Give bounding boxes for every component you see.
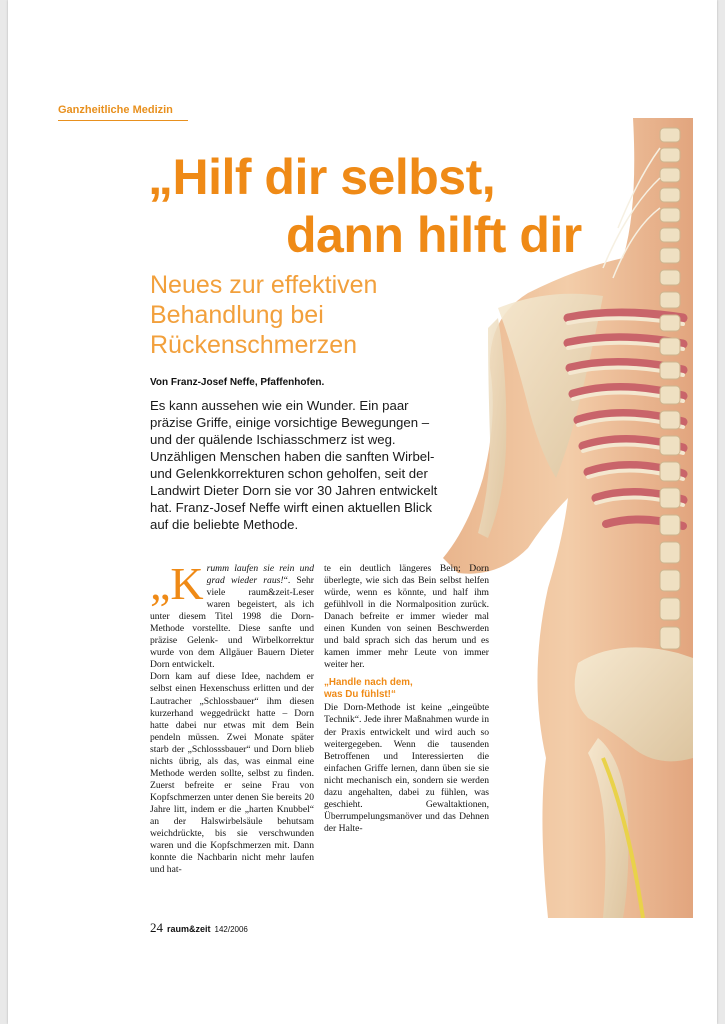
- lead-paragraph: Es kann aussehen wie ein Wunder. Ein paar präzise Griffe, einige vorsichtige Bewegungen – und der quälende Ischiasschmerz ist weg. Unzähligen Menschen haben die sanften Wirbel- und Gelenkkorrekturen schon geholfen, seit der Landwirt Dieter Dorn sie vor 30 Jahren entwickelt hat. Franz-Josef Neffe wirft einen aktuellen Blick auf die beliebte Methode.: [150, 398, 438, 532]
- intro-quote: rumm laufen sie rein und grad wieder raus!: [206, 563, 314, 587]
- magazine-brand: raum&zeit: [167, 924, 211, 934]
- text-column-1: [150, 558, 315, 876]
- headline-line-2: dann hilft dir: [286, 207, 582, 263]
- section-kicker: Ganzheitliche Medizin: [58, 104, 188, 121]
- column-2-paragraph-2: Die Dorn-Methode ist keine „eingeübte Technik“. Jede ihrer Maßnahmen wurde in der Praxis entwickelt und wird auch so weitergegeben. Wenn die tausenden Betroffenen und Interessierten die einfachen Griffe lernen, dann üben sie sie nicht mechanisch ein, sondern sie werden dazu angehalten, dabei zu fühlen, was geschieht. Gewaltaktionen, Überrumpelungsmanöver und das Dehnen der Halte-: [324, 702, 489, 834]
- subtitle-line-1: Neues zur effektiven: [150, 271, 378, 299]
- text-column-2: [324, 563, 489, 835]
- column-2-paragraph-1: te ein deutlich längeres Bein; Dorn überlegte, wie sich das Bein selbst helfen würde, wenn es könnte, und half ihm gefühlvoll in die Normalposition zurück. Danach befreite er immer wieder mal einen Kunden von seinen Beschwerden und bald sprach sich das herum und es kamen immer mehr Leute von immer weiter her.: [324, 563, 489, 671]
- dropcap: „K: [150, 558, 204, 609]
- column-1-paragraph-1: [150, 558, 315, 671]
- column-1-paragraph-2: Dorn kam auf diese Idee, nachdem er selbst einen Hexenschuss erlitten und der Lautracher „Schlossbauer“ ihm diesen kurzerhand weggedrückt hatte – Dorn hatte dabei nur etwas mit dem Bein pendeln müssen. Zwei Monate später starb der „Schlosssbauer“ und Dorn blieb nichts übrig, als das, was einmal eine Methode werden sollte, selbst zu finden. Zuerst befreite er seine Frau von Kopfschmerzen unter denen Sie bereits 20 Jahre litt, indem er die „harten Knubbel“ an der Halswirbelsäule behutsam weichdrückte, bis sie verschwunden waren und die Kopfschmerzen mit. Dann konnte die Nachbarin nicht mehr laufen und hat-: [150, 671, 314, 876]
- headline: [148, 148, 628, 264]
- page-footer: [150, 920, 350, 936]
- magazine-page: [8, 0, 717, 1024]
- subtitle-line-3: Rückenschmerzen: [150, 331, 358, 359]
- author-byline: Von Franz-Josef Neffe, Pfaffenhofen.: [150, 377, 325, 388]
- subtitle: [150, 270, 450, 360]
- issue-number: 142/2006: [214, 925, 248, 934]
- section-subhead: „Handle nach dem, was Du fühlst!“: [324, 677, 413, 700]
- headline-line-1: „Hilf dir selbst,: [148, 149, 496, 205]
- page-number: 24: [150, 920, 163, 935]
- column-1-paragraph-1-rest: “. Sehr viele raum&zeit-Leser waren begeistert, als ich unter diesem Titel 1998 die Dorn-Methode vorstellte. Diese sanfte und präzise Gelenk- und Wirbelkorrektur wurde von dem Allgäuer Bauern Dieter Dorn entwickelt.: [150, 575, 315, 671]
- subtitle-line-2: Behandlung bei: [150, 301, 324, 329]
